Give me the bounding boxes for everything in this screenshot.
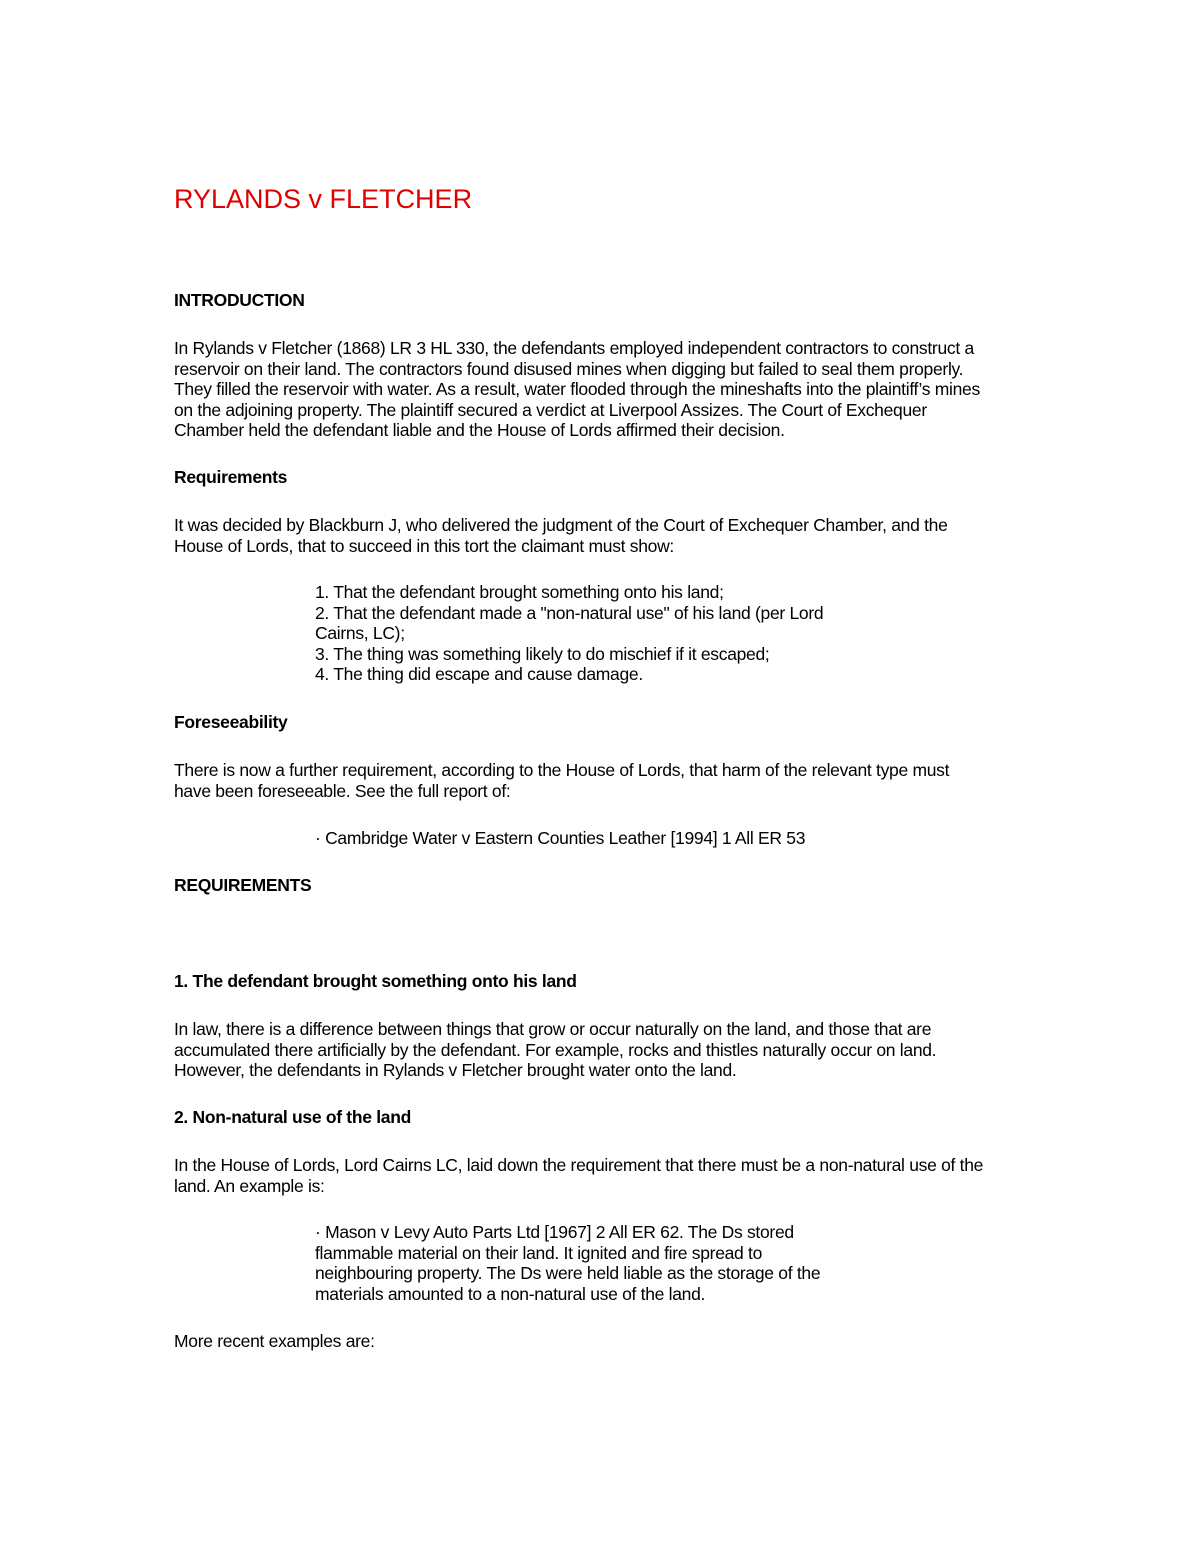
list-item: Cairns, LC);: [315, 623, 405, 643]
paragraph-line: In Rylands v Fletcher (1868) LR 3 HL 330, the defendants employed independent contractors to construct a: [174, 338, 974, 358]
introduction-paragraph: [174, 338, 980, 441]
list-item: 1. That the defendant brought something onto his land;: [315, 582, 724, 602]
requirement-1-paragraph: [174, 1019, 936, 1081]
paragraph-line: There is now a further requirement, according to the House of Lords, that harm of the relevant type must: [174, 760, 950, 780]
paragraph-line: on the adjoining property. The plaintiff secured a verdict at Liverpool Assizes. The Court of Exchequer: [174, 399, 927, 420]
paragraph-line: It was decided by Blackburn J, who delivered the judgment of the Court of Exchequer Chamber, and the: [174, 515, 948, 535]
paragraph-line: However, the defendants in Rylands v Fletcher brought water onto the land.: [174, 1060, 737, 1080]
requirement-2-heading: 2. Non-natural use of the land: [174, 1107, 411, 1127]
case-reference: · Cambridge Water v Eastern Counties Leather [1994] 1 All ER 53: [315, 828, 806, 848]
requirement-2-paragraph: [174, 1155, 983, 1196]
requirement-1-heading: 1. The defendant brought something onto his land: [174, 971, 577, 991]
paragraph-line: In law, there is a difference between things that grow or occur naturally on the land, and those that are: [174, 1019, 932, 1039]
case-example: [315, 1222, 820, 1304]
paragraph-line: House of Lords, that to succeed in this tort the claimant must show:: [174, 535, 674, 556]
document-title: RYLANDS v FLETCHER: [174, 184, 473, 214]
more-examples-text: More recent examples are:: [174, 1331, 375, 1351]
case-line: neighbouring property. The Ds were held liable as the storage of the: [315, 1263, 821, 1283]
list-item: 3. The thing was something likely to do mischief if it escaped;: [315, 643, 770, 664]
case-line: materials amounted to a non-natural use of the land.: [315, 1283, 706, 1304]
case-line: · Mason v Levy Auto Parts Ltd [1967] 2 All ER 62. The Ds stored: [315, 1222, 794, 1242]
paragraph-line: land. An example is:: [174, 1175, 325, 1196]
requirements-subheading: Requirements: [174, 467, 288, 487]
paragraph-line: have been foreseeable. See the full report of:: [174, 780, 511, 801]
case-line: flammable material on their land. It ignited and fire spread to: [315, 1242, 763, 1263]
list-item: 2. That the defendant made a "non-natural use" of his land (per Lord: [315, 602, 824, 623]
paragraph-line: They filled the reservoir with water. As a result, water flooded through the mineshafts into the plaintiff’s mines: [174, 379, 980, 399]
foreseeability-heading: Foreseeability: [174, 712, 288, 732]
paragraph-line: Chamber held the defendant liable and the House of Lords affirmed their decision.: [174, 420, 785, 440]
requirements-list: [315, 582, 823, 685]
list-item: 4. The thing did escape and cause damage.: [315, 664, 643, 684]
paragraph-line: accumulated there artificially by the defendant. For example, rocks and thistles naturally occur on land.: [174, 1039, 937, 1060]
paragraph-line: reservoir on their land. The contractors found disused mines when digging but failed to seal them properly.: [174, 358, 964, 379]
foreseeability-paragraph: [174, 760, 949, 801]
paragraph-line: In the House of Lords, Lord Cairns LC, laid down the requirement that there must be a non-natural use of the: [174, 1155, 984, 1175]
requirements-paragraph: [174, 515, 948, 556]
introduction-heading: INTRODUCTION: [174, 290, 305, 310]
requirements-heading: REQUIREMENTS: [174, 875, 312, 895]
